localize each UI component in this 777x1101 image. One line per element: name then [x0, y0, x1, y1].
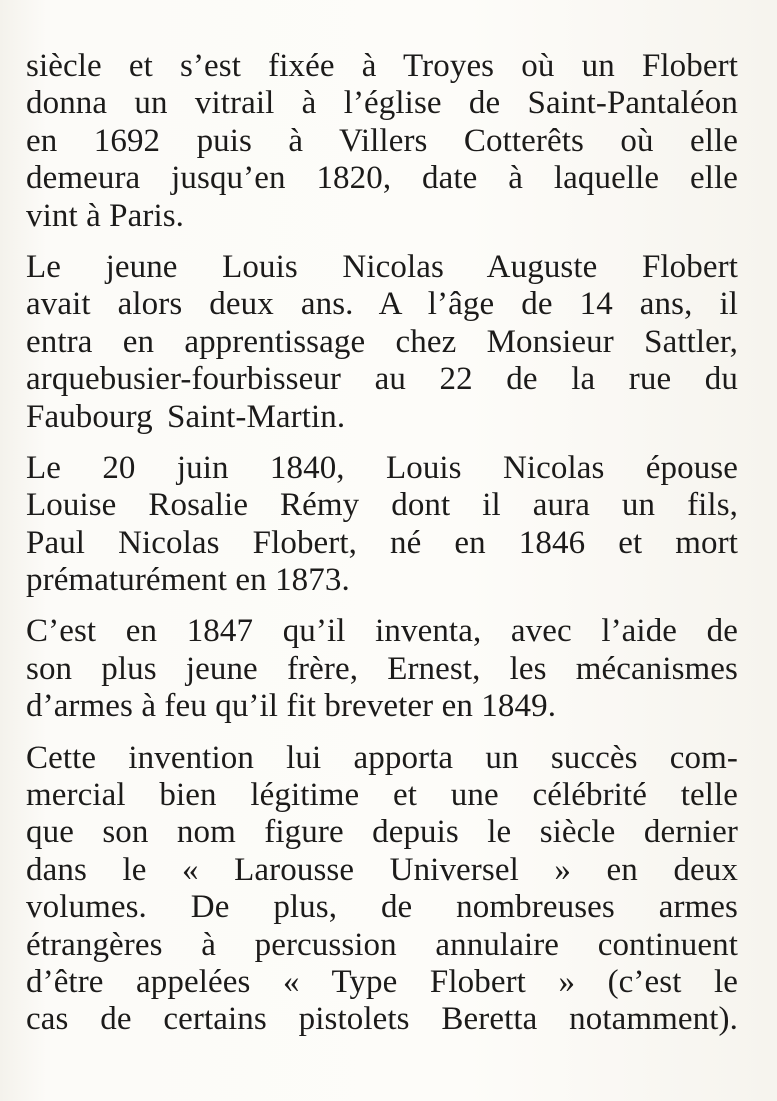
text-line: dans le « Larousse Universel » en deux — [26, 851, 738, 888]
text-line: entra en apprentissage chez Monsieur Sattler, — [26, 323, 738, 360]
text-line: Le 20 juin 1840, Louis Nicolas épouse — [26, 449, 738, 486]
paragraph-1 — [26, 48, 738, 235]
paragraph-3 — [26, 450, 738, 600]
text-line: prématurément en 1873. — [26, 562, 350, 599]
paragraph-2 — [26, 249, 738, 436]
text-line: siècle et s’est fixée à Troyes où un Flobert — [26, 48, 738, 84]
text-line: donna un vitrail à l’église de Saint-Pantaléon — [26, 85, 738, 122]
text-line: Louise Rosalie Rémy dont il aura un fils, — [26, 487, 738, 524]
body-text — [26, 48, 738, 1053]
text-line: Cette invention lui apporta un succès com- — [26, 739, 738, 776]
text-line: étrangères à percussion annulaire continuent — [26, 926, 738, 963]
text-line: son plus jeune frère, Ernest, les mécanismes — [26, 650, 738, 687]
text-line: cas de certains pistolets Beretta notamment). — [26, 1001, 738, 1038]
text-line: arquebusier-fourbisseur au 22 de la rue du — [26, 361, 738, 398]
text-line: avait alors deux ans. A l’âge de 14 ans, il — [26, 286, 738, 323]
text-line: demeura jusqu’en 1820, date à laquelle elle — [26, 160, 738, 197]
text-line: volumes. De plus, de nombreuses armes — [26, 889, 738, 926]
text-line: vint à Paris. — [26, 197, 185, 234]
paragraph-5 — [26, 740, 738, 1039]
text-line: d’être appelées « Type Flobert » (c’est le — [26, 963, 738, 1000]
text-line: en 1692 puis à Villers Cotterêts où elle — [26, 122, 738, 159]
text-line: d’armes à feu qu’il fit breveter en 1849. — [26, 688, 557, 725]
text-line: mercial bien légitime et une célébrité telle — [26, 777, 738, 814]
text-line: que son nom figure depuis le siècle dernier — [26, 814, 738, 851]
text-line: C’est en 1847 qu’il inventa, avec l’aide de — [26, 613, 738, 650]
text-line: Paul Nicolas Flobert, né en 1846 et mort — [26, 524, 738, 561]
text-line: Faubourg Saint-Martin. — [26, 398, 346, 435]
paragraph-4 — [26, 613, 738, 725]
text-line: Le jeune Louis Nicolas Auguste Flobert — [26, 248, 738, 285]
